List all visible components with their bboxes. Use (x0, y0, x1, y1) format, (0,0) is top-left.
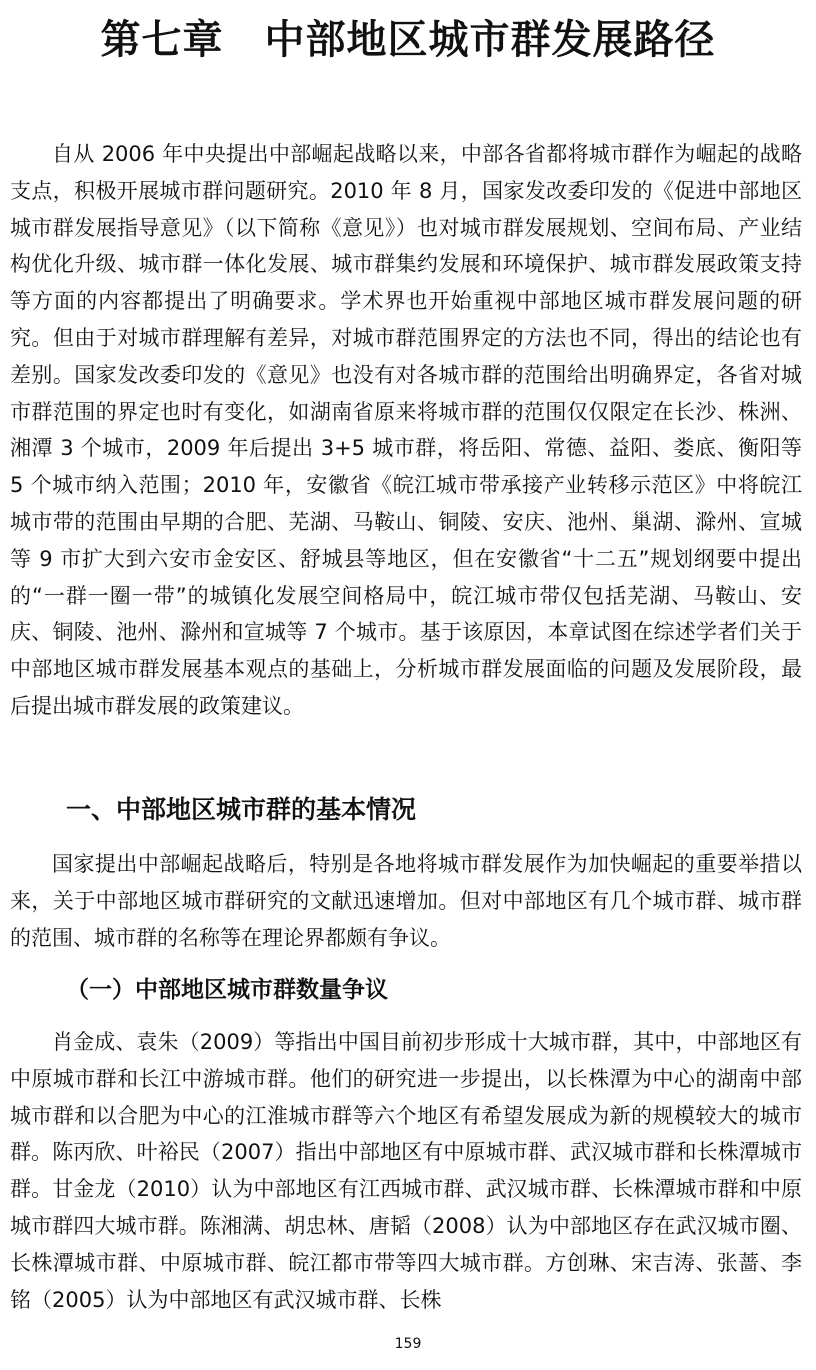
subsection-heading: （一）中部地区城市群数量争议 (66, 977, 388, 1003)
section-heading: 一、中部地区城市群的基本情况 (66, 795, 417, 824)
section-paragraph: 国家提出中部崛起战略后，特别是各地将城市群发展作为加快崛起的重要举措以来，关于中部地区城市群研究的文献迅速增加。但对中部地区有几个城市群、城市群的范围、城市群的名称等在理论界都颇有争议。 (10, 852, 802, 950)
page-number: 159 (394, 1336, 422, 1352)
chapter-title: 第七章 中部地区城市群发展路径 (100, 17, 716, 63)
subsection-paragraph: 肖金成、袁朱（2009）等指出中国目前初步形成十大城市群，其中，中部地区有中原城市群和长江中游城市群。他们的研究进一步提出，以长株潭为中心的湖南中部城市群和以合肥为中心的江淮城市群等六个地区有希望发展成为新的规模较大的城市群。陈丙欣、叶裕民（2007）指出中部地区有中原城市群、武汉城市群和长株潭城市群。甘金龙（2010）认为中部地区有江西城市群、武汉城市群、长株潭城市群和中原城市群四大城市群。陈湘满、胡忠林、唐韬（2008）认为中部地区存在武汉城市圈、长株潭城市群、中原城市群、皖江都市带等四大城市群。方创琳、宋吉涛、张蔷、李铭（2005）认为中部地区有武汉城市群、长株 (10, 1030, 802, 1312)
intro-paragraph: 自从 2006 年中央提出中部崛起战略以来，中部各省都将城市群作为崛起的战略支点，积极开展城市群问题研究。2010 年 8 月，国家发改委印发的《促进中部地区城市群发展指导意见》（以下简称《意见》）也对城市群发展规划、空间布局、产业结构优化升级、城市群一体化发展、城市群集约发展和环境保护、城市群发展政策支持等方面的内容都提出了明确要求。学术界也开始重视中部地区城市群发展问题的研究。但由于对城市群理解有差异，对城市群范围界定的方法也不同，得出的结论也有差别。国家发改委印发的《意见》也没有对各城市群的范围给出明确界定，各省对城市群范围的界定也时有变化，如湖南省原来将城市群的范围仅仅限定在长沙、株洲、湘潭 3 个城市，2009 年后提出 3+5 城市群，将岳阳、常德、益阳、娄底、衡阳等 5 个城市纳入范围；2010 年，安徽省《皖江城市带承接产业转移示范区》中将皖江城市带的范围由早期的合肥、芜湖、马鞍山、铜陵、安庆、池州、巢湖、滁州、宣城等 9 市扩大到六安市金安区、舒城县等地区，但在安徽省“十二五”规划纲要中提出的“一群一圈一带”的城镇化发展空间格局中，皖江城市带仅包括芜湖、马鞍山、安庆、铜陵、池州、滁州和宣城等 7 个城市。基于该原因，本章试图在综述学者们关于中部地区城市群发展基本观点的基础上，分析城市群发展面临的问题及发展阶段，最后提出城市群发展的政策建议。 (10, 142, 802, 718)
